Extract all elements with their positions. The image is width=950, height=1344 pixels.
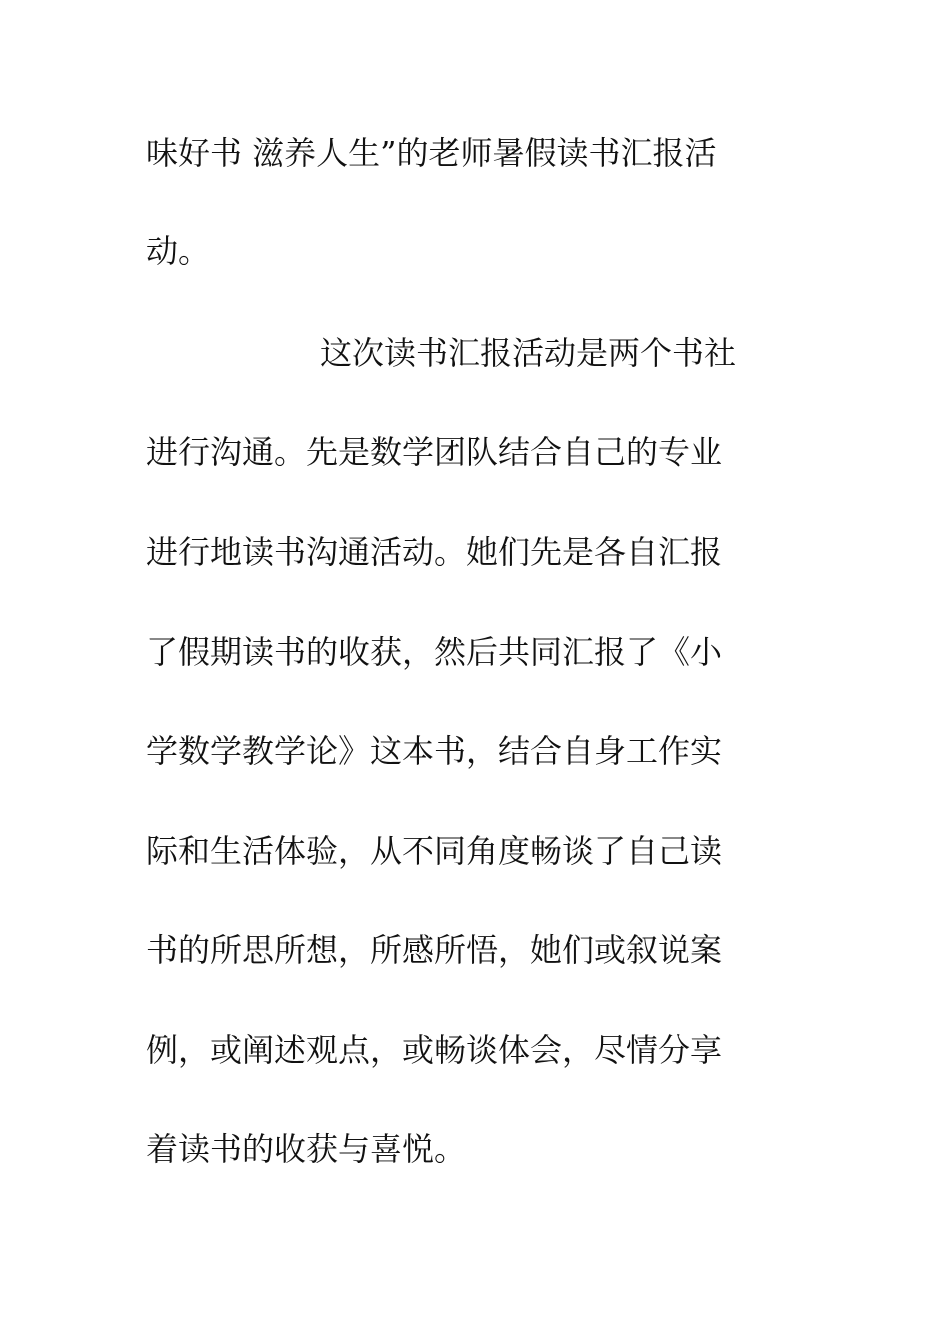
text-line-6: 了假期读书的收获，然后共同汇报了《小 [146, 633, 723, 671]
text-line-9: 书的所思所想，所感所悟，她们或叙说案 [146, 931, 723, 969]
text-line-3: 这次读书汇报活动是两个书社 [320, 334, 737, 372]
text-line-10: 例，或阐述观点，或畅谈体会，尽情分享 [146, 1031, 723, 1069]
text-line-5: 进行地读书沟通活动。她们先是各自汇报 [146, 533, 723, 571]
text-line-2: 动。 [146, 232, 211, 270]
text-line-1: 味好书 滋养人生”的老师暑假读书汇报活 [146, 134, 717, 172]
text-line-4: 进行沟通。先是数学团队结合自己的专业 [146, 433, 723, 471]
text-line-7: 学数学教学论》这本书，结合自身工作实 [146, 732, 723, 770]
text-line-8: 际和生活体验，从不同角度畅谈了自己读 [146, 832, 723, 870]
text-line-11: 着读书的收获与喜悦。 [146, 1130, 467, 1168]
